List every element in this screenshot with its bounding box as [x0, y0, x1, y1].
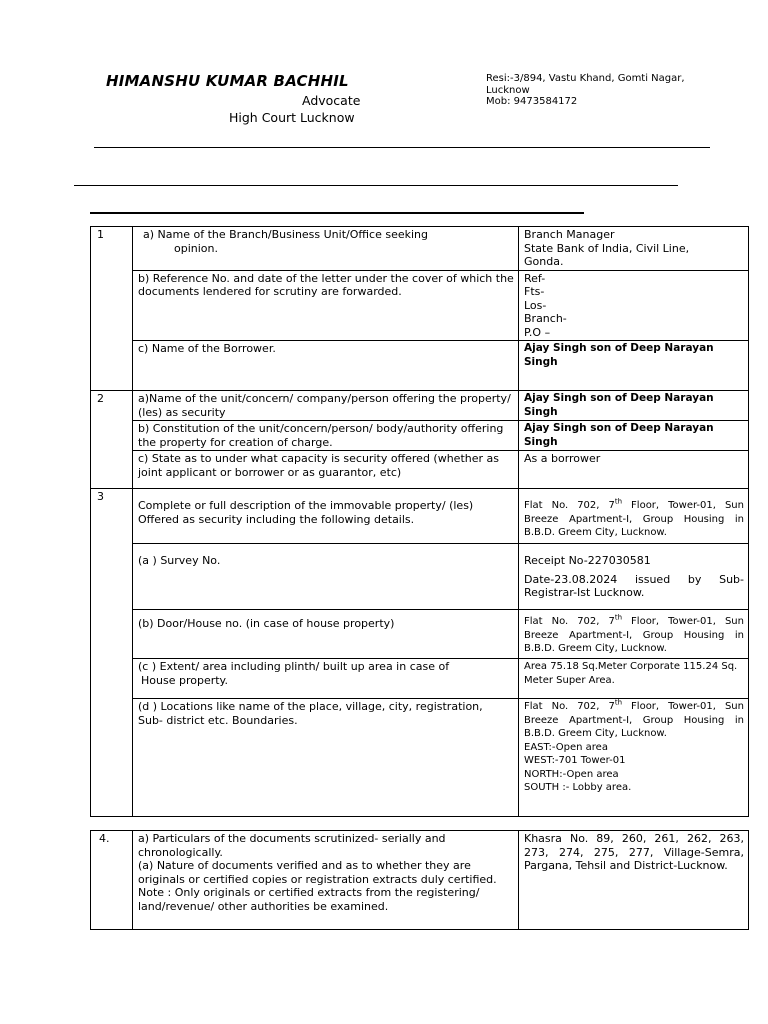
branch-label-line1: a) Name of the Branch/Business Unit/Office seeking: [143, 228, 428, 241]
advocate-title: Advocate: [302, 93, 361, 108]
location-label-line2: Sub- district etc. Boundaries.: [138, 713, 298, 727]
location-value: [519, 699, 749, 817]
court-name: High Court Lucknow: [229, 110, 355, 125]
section-number: 1: [91, 227, 133, 391]
address-line-2: Lucknow: [486, 84, 530, 96]
extent-label-line2: House property.: [141, 673, 228, 687]
contact-block: [486, 73, 716, 108]
branch-value-line1: Branch Manager: [524, 228, 615, 241]
branch-value: [519, 227, 749, 271]
divider-line-1: [94, 147, 710, 148]
reference-value: [519, 270, 749, 341]
house-no-label: (b) Door/House no. (in case of house property): [133, 610, 519, 659]
mobile-number: Mob: 9473584172: [486, 96, 578, 107]
documents-label-a: a) Particulars of the documents scrutinized- serially and chronologically.: [138, 832, 446, 859]
documents-label-nature: (a) Nature of documents verified and as to whether they are originals or certified copies or registration extracts duly certified.: [138, 859, 497, 886]
section-number: 4.: [91, 831, 133, 930]
address-line-1: Resi:-3/894, Vastu Khand, Gomti Nagar,: [486, 73, 685, 84]
property-description-label: Complete or full description of the immovable property/ (les) Offered as security including the following details.: [133, 489, 519, 544]
capacity-value: As a borrower: [519, 451, 749, 489]
unit-value: Ajay Singh son of Deep Narayan Singh: [519, 391, 749, 421]
constitution-label: b) Constitution of the unit/concern/person/ body/authority offering the property for creation of charge.: [133, 421, 519, 451]
documents-label: [133, 831, 519, 930]
location-address: Flat No. 702, 7th Floor, Tower-01, Sun Breeze Apartment-I, Group Housing in B.B.D. Greem City, Lucknow.: [524, 698, 744, 739]
borrower-value: Ajay Singh son of Deep Narayan Singh: [519, 341, 749, 391]
capacity-label: c) State as to under what capacity is security offered (whether as joint applicant or borrower or as guarantor, etc): [133, 451, 519, 489]
documents-value: Khasra No. 89, 260, 261, 262, 263, 273, 274, 275, 277, Village-Semra, Pargana, Tehsil and District-Lucknow.: [519, 831, 749, 930]
survey-value: [519, 544, 749, 610]
extent-label: [133, 659, 519, 699]
divider-line-3: [90, 212, 584, 214]
receipt-number: Receipt No-227030581: [524, 554, 651, 567]
extent-label-line1: (c ) Extent/ area including plinth/ built up area in case of: [138, 660, 450, 673]
po-line: P.O –: [524, 325, 551, 339]
documents-table: [90, 830, 749, 930]
section-number: 2: [91, 391, 133, 489]
branch-line: Branch-: [524, 312, 567, 325]
scrutiny-table: [90, 226, 749, 817]
branch-value-line2: State Bank of India, Civil Line,: [524, 241, 690, 255]
constitution-value: Ajay Singh son of Deep Narayan Singh: [519, 421, 749, 451]
fts-line: Fts-: [524, 285, 545, 298]
documents-note: Note : Only originals or certified extracts from the registering/ land/revenue/ other authorities be examined.: [138, 886, 480, 913]
property-description-value: Flat No. 702, 7th Floor, Tower-01, Sun Breeze Apartment-I, Group Housing in B.B.D. Greem City, Lucknow.: [519, 489, 749, 544]
boundary-east: EAST:-Open area: [524, 741, 608, 753]
borrower-label: c) Name of the Borrower.: [133, 341, 519, 391]
section-number: 3: [91, 489, 133, 817]
boundary-south: SOUTH :- Lobby area.: [524, 782, 632, 793]
boundary-north: NORTH:-Open area: [524, 768, 619, 780]
divider-line-2: [74, 185, 678, 186]
reference-label: b) Reference No. and date of the letter under the cover of which the documents lendered for scrutiny are forwarded.: [133, 270, 519, 341]
location-label: [133, 699, 519, 817]
branch-value-line3: Gonda.: [524, 255, 564, 268]
extent-value: Area 75.18 Sq.Meter Corporate 115.24 Sq. Meter Super Area.: [519, 659, 749, 699]
advocate-name: HIMANSHU KUMAR BACHHIL: [106, 72, 349, 90]
branch-label-line2: opinion.: [174, 241, 218, 255]
receipt-date: Date-23.08.2024 issued by Sub-Registrar-Ist Lucknow.: [524, 572, 744, 599]
house-no-value: Flat No. 702, 7th Floor, Tower-01, Sun Breeze Apartment-I, Group Housing in B.B.D. Greem City, Lucknow.: [519, 610, 749, 659]
ref-line: Ref-: [524, 271, 546, 285]
survey-label: (a ) Survey No.: [133, 544, 519, 610]
los-line: Los-: [524, 298, 547, 312]
location-label-line1: (d ) Locations like name of the place, village, city, registration,: [138, 700, 483, 713]
branch-label: [133, 227, 519, 271]
unit-label: a)Name of the unit/concern/ company/person offering the property/ (les) as security: [133, 391, 519, 421]
boundary-west: WEST:-701 Tower-01: [524, 755, 626, 766]
